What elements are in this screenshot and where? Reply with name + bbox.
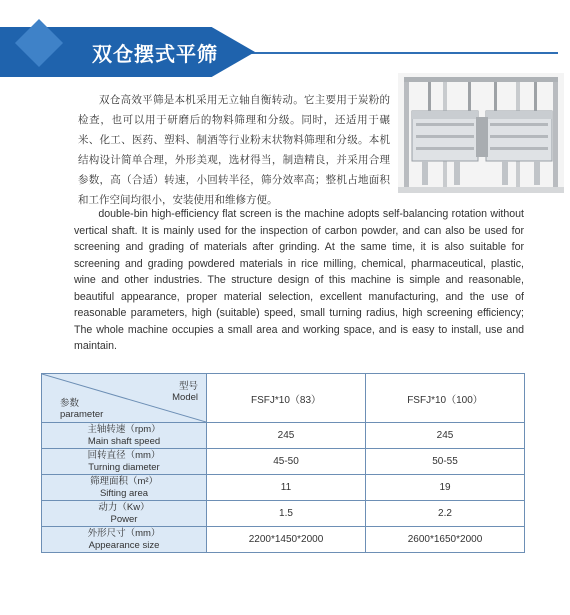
row-label-cn: 回转直径（mm） — [87, 449, 161, 461]
table-row — [42, 423, 525, 449]
corner-model-en: Model — [172, 392, 198, 403]
row-label-en: Sifting area — [99, 487, 149, 499]
row-value: 1.5 — [207, 501, 366, 527]
row-label-en: Appearance size — [88, 539, 160, 551]
row-value: 245 — [207, 423, 366, 449]
row-value: 19 — [366, 475, 525, 501]
corner-model — [172, 381, 198, 403]
corner-parameter — [60, 398, 103, 420]
row-label — [42, 527, 207, 553]
row-value: 2.2 — [366, 501, 525, 527]
row-value: 50-55 — [366, 449, 525, 475]
row-label-en: Turning diameter — [88, 461, 160, 473]
row-label — [42, 423, 207, 449]
table-row — [42, 527, 525, 553]
intro-english: double-bin high-efficiency flat screen is the machine adopts self-balancing rotation without vertical shaft. It is mainly used for the inspection of carbon powder, and can also be used for screening and grading of materials after grinding. At the same time, it is also suitable for screening and grading powdered materials in rice milling, chemical, pharmaceutical, plastic, wine and other industries. The structure design of this machine is simple and reasonable, beautiful appearance, proper material selection, excellent manufacturing, and the use of reasonable parameters, high (suitable) speed, small turning radius, high screening efficiency; The whole machine occupies a small area and working space, and is easy to install, use and maintain. — [74, 208, 524, 352]
row-value: 11 — [207, 475, 366, 501]
table-header-row — [42, 374, 525, 423]
row-label-cn: 主轴转速（rpm） — [87, 423, 161, 435]
model-header-2: FSFJ*10（100） — [366, 374, 525, 423]
table-corner-cell — [42, 374, 207, 423]
row-value: 2600*1650*2000 — [366, 527, 525, 553]
row-label-cn: 外形尺寸（mm） — [87, 527, 161, 539]
row-value: 2200*1450*2000 — [207, 527, 366, 553]
page-title: 双仓摆式平筛 — [92, 42, 218, 66]
corner-model-cn: 型号 — [178, 381, 198, 392]
table-row — [42, 475, 525, 501]
row-label — [42, 449, 207, 475]
table-row — [42, 449, 525, 475]
row-value: 245 — [366, 423, 525, 449]
machine-photo — [398, 73, 564, 193]
intro-chinese: 双仓高效平筛是本机采用无立轴自衡转动。它主要用于炭粉的检查，也可以用于研磨后的物料筛理和分级。同时，还适用于碾米、化工、医药、塑料、制酒等行业粉末状物料筛理和分级。本机结构设计简单合理，外形美观，选材得当，制造精良，并采用合理参数，高（合适）转速，小回转半径，筛分效率高；整机占地面积和工作空间均很小，安装使用和维修方便。 — [78, 94, 390, 206]
row-label-en: Power — [110, 513, 138, 525]
row-value: 45-50 — [207, 449, 366, 475]
row-label-cn: 筛理面积（m²） — [89, 475, 159, 487]
corner-param-en: parameter — [60, 409, 104, 420]
row-label — [42, 475, 207, 501]
spec-table — [41, 373, 525, 553]
row-label-en: Main shaft speed — [87, 435, 161, 447]
row-label-cn: 动力（Kw） — [98, 501, 150, 513]
corner-param-cn: 参数 — [60, 398, 80, 409]
row-label — [42, 501, 207, 527]
model-header-1: FSFJ*10（83） — [207, 374, 366, 423]
table-row — [42, 501, 525, 527]
